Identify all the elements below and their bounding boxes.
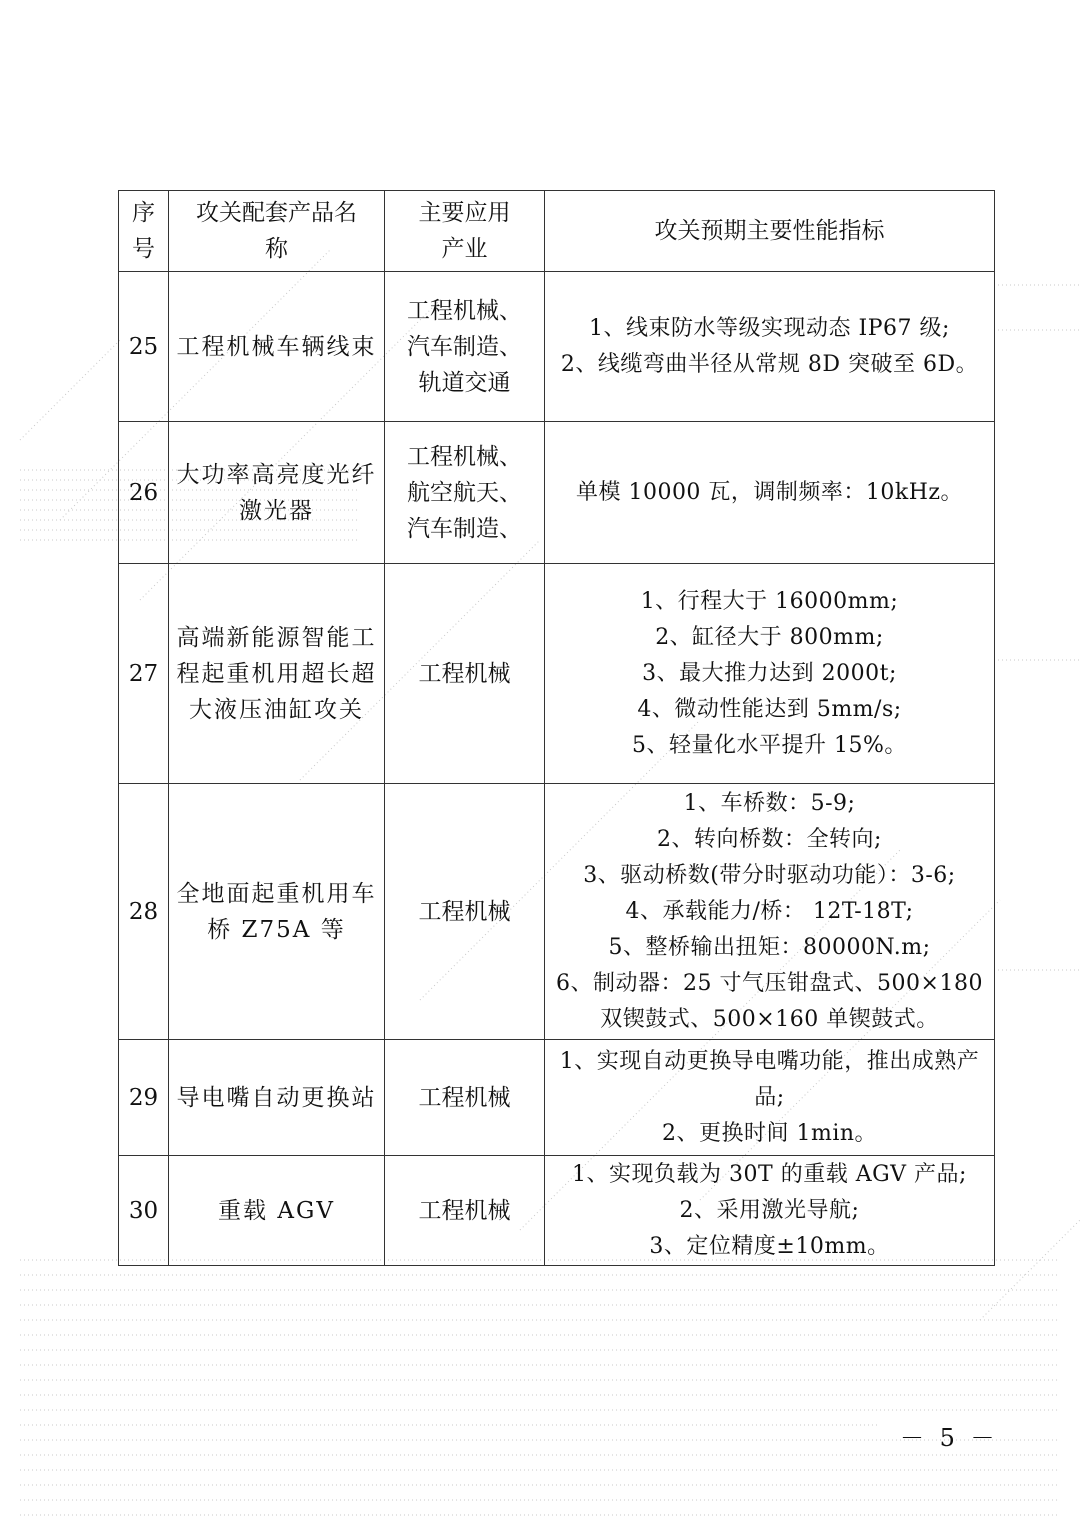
header-industry: 主要应用产业 (385, 191, 545, 272)
row-industry (385, 422, 545, 564)
row-industry (385, 564, 545, 784)
row-specs (545, 1040, 995, 1156)
row-industry (385, 272, 545, 422)
header-seq: 序号 (119, 191, 169, 272)
spec-line: 6、制动器：25 寸气压钳盘式、500×180 双锲鼓式、500×160 单锲鼓式。 (556, 970, 983, 1032)
spec-line: 2、采用激光导航; (679, 1197, 860, 1223)
spec-line: 1、实现负载为 30T 的重载 AGV 产品; (572, 1161, 967, 1187)
row-product: 高端新能源智能工程起重机用超长超大液压油缸攻关 (169, 564, 385, 784)
table-row (119, 564, 995, 784)
table-row (119, 1040, 995, 1156)
spec-line: 2、更换时间 1min。 (661, 1120, 878, 1146)
header-product: 攻关配套产品名称 (169, 191, 385, 272)
industry-line: 工程机械 (418, 1084, 511, 1111)
industry-line: 工程机械、 (407, 297, 522, 324)
spec-line: 单模 10000 瓦，调制频率：10kHz。 (575, 479, 964, 505)
row-seq: 30 (119, 1156, 169, 1266)
table-row (119, 422, 995, 564)
spec-line: 1、车桥数：5-9; (683, 790, 856, 816)
row-specs (545, 564, 995, 784)
industry-line: 工程机械、 (407, 443, 522, 470)
row-seq: 29 (119, 1040, 169, 1156)
spec-line: 4、微动性能达到 5mm/s; (637, 696, 902, 722)
spec-line: 3、最大推力达到 2000t; (642, 660, 897, 686)
row-industry (385, 1040, 545, 1156)
spec-line: 3、定位精度±10mm。 (649, 1233, 890, 1259)
row-specs (545, 1156, 995, 1266)
page-number: － 5 － (900, 1424, 999, 1452)
row-product: 工程机械车辆线束 (169, 272, 385, 422)
spec-line: 4、承载能力/桥： 12T-18T; (625, 898, 914, 924)
spec-line: 2、线缆弯曲半径从常规 8D 突破至 6D。 (560, 351, 979, 377)
industry-line: 航空航天、 (407, 479, 522, 506)
industry-line: 汽车制造、 (407, 333, 522, 360)
table-header-row (119, 191, 995, 272)
header-indicators: 攻关预期主要性能指标 (545, 191, 995, 272)
row-specs (545, 422, 995, 564)
spec-line: 2、转向桥数：全转向; (657, 826, 882, 852)
row-product: 大功率高亮度光纤激光器 (169, 422, 385, 564)
table-row (119, 784, 995, 1040)
spec-line: 1、实现自动更换导电嘴功能，推出成熟产品; (559, 1048, 980, 1110)
row-specs (545, 784, 995, 1040)
spec-line: 1、线束防水等级实现动态 IP67 级; (589, 315, 950, 341)
row-seq: 28 (119, 784, 169, 1040)
industry-line: 工程机械 (418, 660, 511, 687)
row-product: 导电嘴自动更换站 (169, 1040, 385, 1156)
row-seq: 26 (119, 422, 169, 564)
industry-line: 工程机械 (418, 1197, 511, 1224)
spec-line: 1、行程大于 16000mm; (640, 588, 899, 614)
performance-indicator-table (118, 190, 995, 1266)
row-seq: 25 (119, 272, 169, 422)
spec-line: 5、轻量化水平提升 15%。 (632, 732, 907, 758)
spec-line: 2、缸径大于 800mm; (655, 624, 884, 650)
table-row (119, 272, 995, 422)
table-row (119, 1156, 995, 1266)
industry-line: 工程机械 (418, 898, 511, 925)
row-product: 重载 AGV (169, 1156, 385, 1266)
spec-line: 5、整桥输出扭矩：80000N.m; (608, 934, 931, 960)
row-industry (385, 784, 545, 1040)
row-industry (385, 1156, 545, 1266)
row-specs (545, 272, 995, 422)
row-seq: 27 (119, 564, 169, 784)
industry-line: 轨道交通 (418, 369, 511, 396)
row-product: 全地面起重机用车桥 Z75A 等 (169, 784, 385, 1040)
industry-line: 汽车制造、 (407, 515, 522, 542)
spec-line: 3、驱动桥数(带分时驱动功能）：3-6; (583, 862, 956, 888)
